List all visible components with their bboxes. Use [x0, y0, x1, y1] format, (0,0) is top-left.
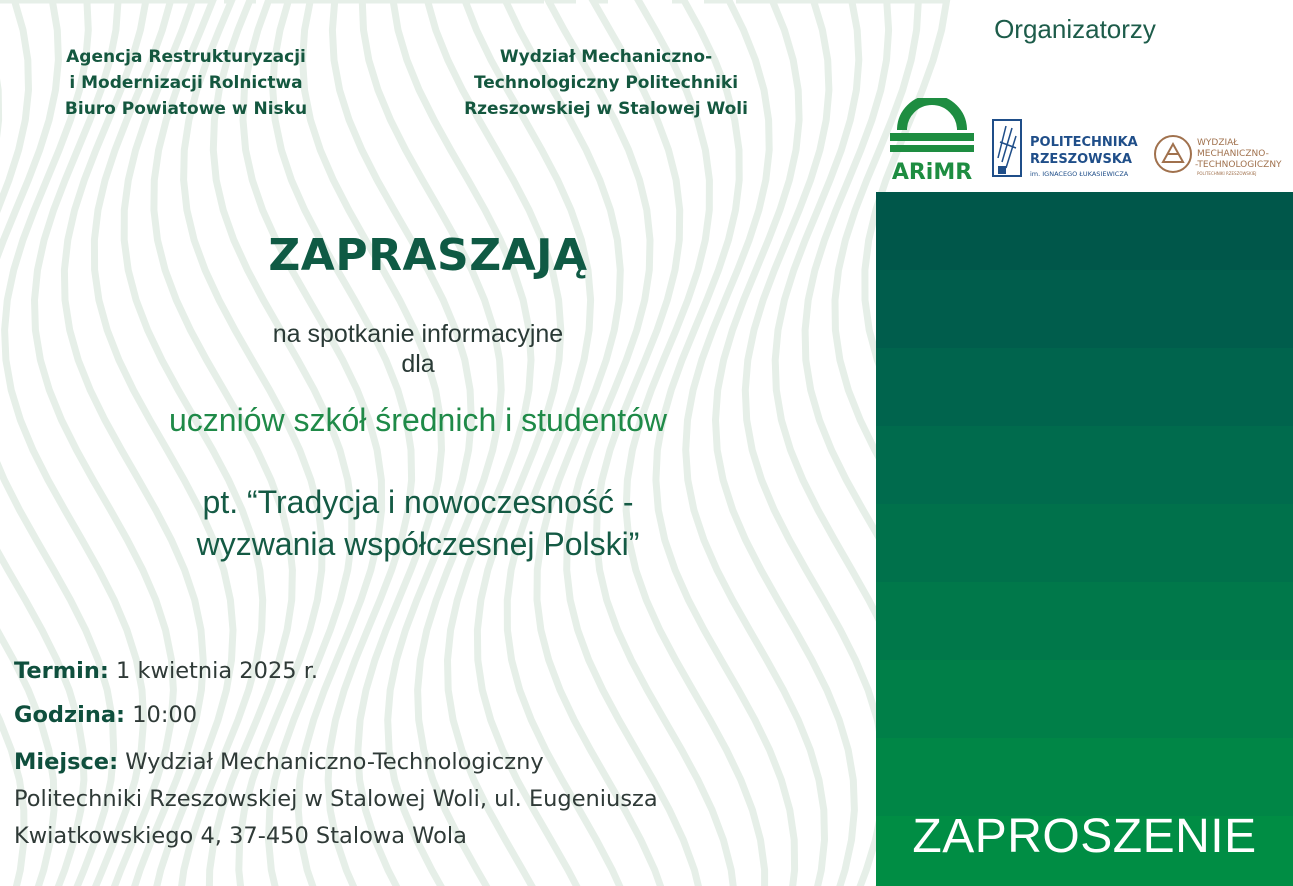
politechnika-rzeszowska-logo	[992, 118, 1140, 180]
date-value: 1 kwietnia 2025 r.	[108, 658, 319, 684]
banner-band	[876, 504, 1293, 582]
location-label: Miejsce:	[14, 749, 119, 775]
banner-band	[876, 738, 1293, 816]
faculty-logo-line: MECHANICZNO-	[1197, 149, 1269, 159]
organizer-faculty-line: Rzeszowskiej w Stalowej Woli	[464, 99, 748, 119]
organizers-label: Organizatorzy	[994, 14, 1156, 44]
organizer-arimr-name	[46, 44, 326, 122]
banner-band	[876, 660, 1293, 738]
prz-logo-line: im. IGNACEGO ŁUKASIEWICZA	[1030, 170, 1129, 178]
location-line	[14, 744, 658, 781]
banner-band	[876, 426, 1293, 504]
faculty-logo	[1153, 130, 1293, 178]
time-label: Godzina:	[14, 702, 126, 728]
faculty-logo-line: -TECHNOLOGICZNY	[1195, 160, 1282, 170]
faculty-logo-line: POLITECHNIKI RZESZOWSKIEJ	[1197, 171, 1257, 176]
faculty-logo-line: WYDZIAŁ	[1197, 138, 1239, 148]
organizer-faculty-name	[446, 44, 766, 122]
event-title-line: wyzwania współczesnej Polski”	[196, 526, 640, 562]
meeting-description-line: na spotkanie informacyjne	[272, 320, 564, 348]
prz-logo-line: RZESZOWSKA	[1030, 152, 1132, 167]
event-time	[14, 702, 197, 728]
invitation-heading: ZAPRASZAJĄ	[268, 230, 588, 281]
date-label: Termin:	[14, 658, 109, 684]
banner-band	[876, 192, 1293, 270]
organizer-faculty-line: Wydział Mechaniczno-	[499, 47, 713, 67]
arimr-logo-text: ARiMR	[891, 160, 973, 182]
arimr-logo	[886, 98, 978, 182]
organizer-arimr-line: i Modernizacji Rolnictwa	[69, 73, 303, 93]
prz-logo-line: POLITECHNIKA	[1030, 135, 1138, 150]
event-location	[14, 744, 658, 855]
banner-band	[876, 582, 1293, 660]
banner-title: ZAPROSZENIE	[912, 810, 1257, 863]
audience-text: uczniów szkół średnich i studentów	[168, 402, 667, 438]
time-value: 10:00	[125, 702, 198, 728]
event-title-line: pt. “Tradycja i nowoczesność -	[202, 484, 634, 520]
location-line: Politechniki Rzeszowskiej w Stalowej Woli, ul. Eugeniusza	[14, 786, 658, 812]
organizer-faculty-line: Technologiczny Politechniki	[473, 73, 739, 93]
invitation-banner	[876, 192, 1293, 886]
background-wave-line	[686, 0, 825, 886]
location-value: Wydział Mechaniczno-Technologiczny	[118, 749, 544, 775]
organizer-arimr-line: Biuro Powiatowe w Nisku	[64, 99, 308, 119]
event-date	[14, 658, 318, 684]
location-line: Kwiatkowskiego 4, 37-450 Stalowa Wola	[14, 823, 467, 849]
meeting-description-line: dla	[401, 350, 435, 378]
banner-band	[876, 270, 1293, 348]
banner-band	[876, 348, 1293, 426]
organizer-arimr-line: Agencja Restrukturyzacji	[66, 47, 306, 67]
